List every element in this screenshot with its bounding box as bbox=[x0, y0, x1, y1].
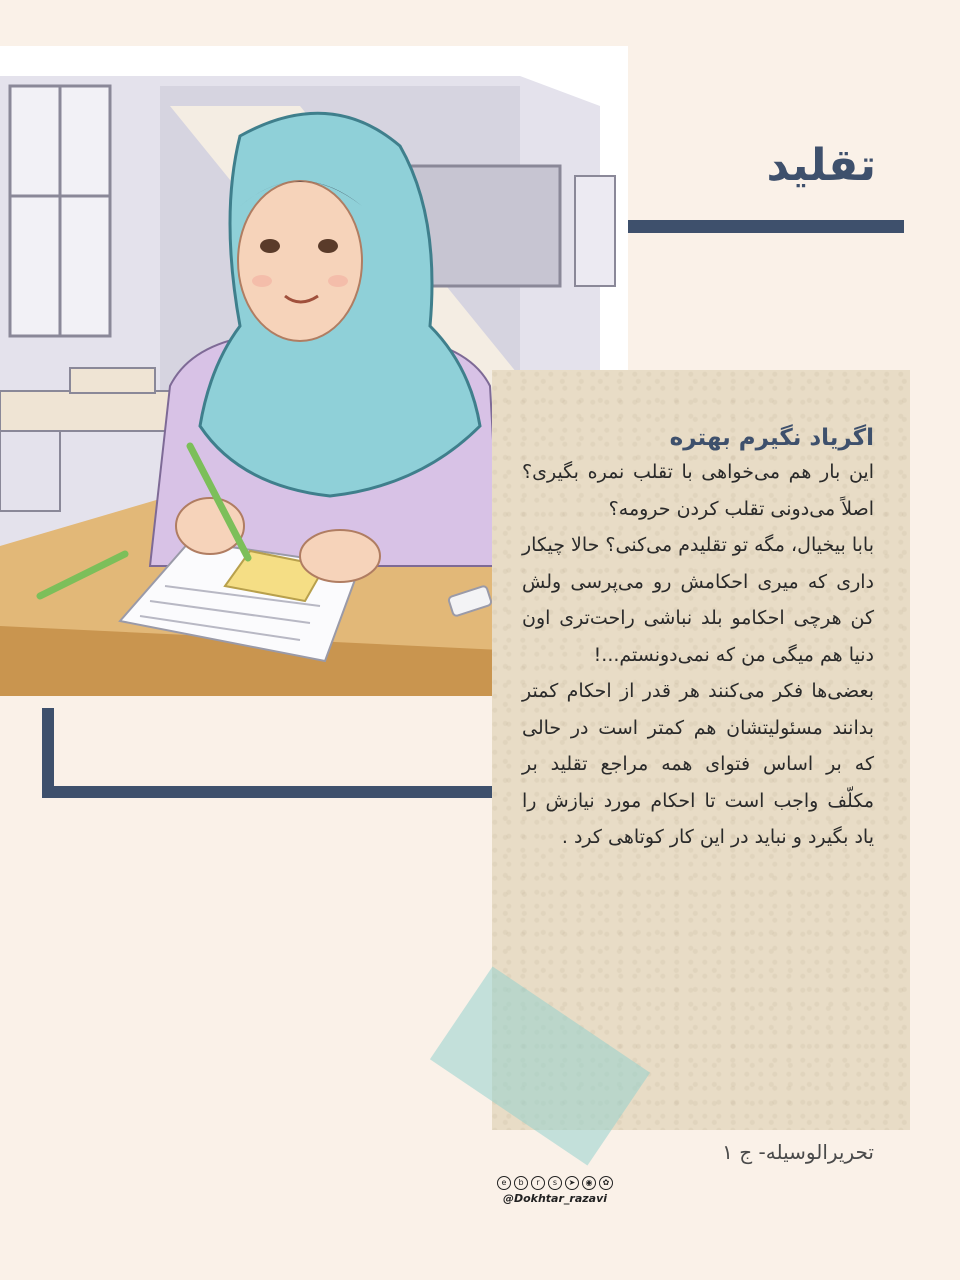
telegram-icon[interactable]: ➤ bbox=[565, 1176, 579, 1190]
soroush-icon[interactable]: s bbox=[548, 1176, 562, 1190]
note-paragraph-3: بعضی‌ها فکر می‌کنند هر قدر از احکام کمتر بدانند مسئولیتشان هم کمتر است در حالی که بر اساس فتوای همه مراجع تقلید بر مکلّف واجب است تا احکام مورد نیازش را یاد بگیرد و نباید در این کار کوتاهی کرد . bbox=[522, 680, 874, 848]
bale-icon[interactable]: b bbox=[514, 1176, 528, 1190]
aparat-icon[interactable]: ✿ bbox=[599, 1176, 613, 1190]
social-handle[interactable]: @Dokhtar_razavi bbox=[502, 1192, 608, 1205]
instagram-icon[interactable]: ◉ bbox=[582, 1176, 596, 1190]
note-paragraph-2: بابا بیخیال، مگه تو تقلیدم می‌کنی؟ حالا چیکار داری که میری احکامش رو می‌پرسی ولش کن هرچی احکامو بلد نباشی راحت‌تری اون دنیا هم میگی من که نمی‌دونستم...! bbox=[522, 534, 874, 666]
decorative-bracket-vertical bbox=[42, 708, 54, 798]
social-footer bbox=[490, 1176, 620, 1205]
decorative-bracket-horizontal bbox=[42, 786, 494, 798]
note-paragraph-1: این بار هم می‌خواهی با تقلب نمره بگیری؟ اصلاً می‌دونی تقلب کردن حرومه؟ bbox=[522, 461, 874, 520]
title-underline-bar bbox=[628, 220, 904, 233]
eitaa-icon[interactable]: e bbox=[497, 1176, 511, 1190]
source-citation: تحریرالوسیله- ج ۱ bbox=[722, 1140, 874, 1164]
note-title: اگریاد نگیرم بهتره bbox=[669, 425, 874, 451]
rubika-icon[interactable]: r bbox=[531, 1176, 545, 1190]
page-title: تقلید bbox=[766, 140, 876, 191]
social-icon-row bbox=[490, 1176, 620, 1190]
